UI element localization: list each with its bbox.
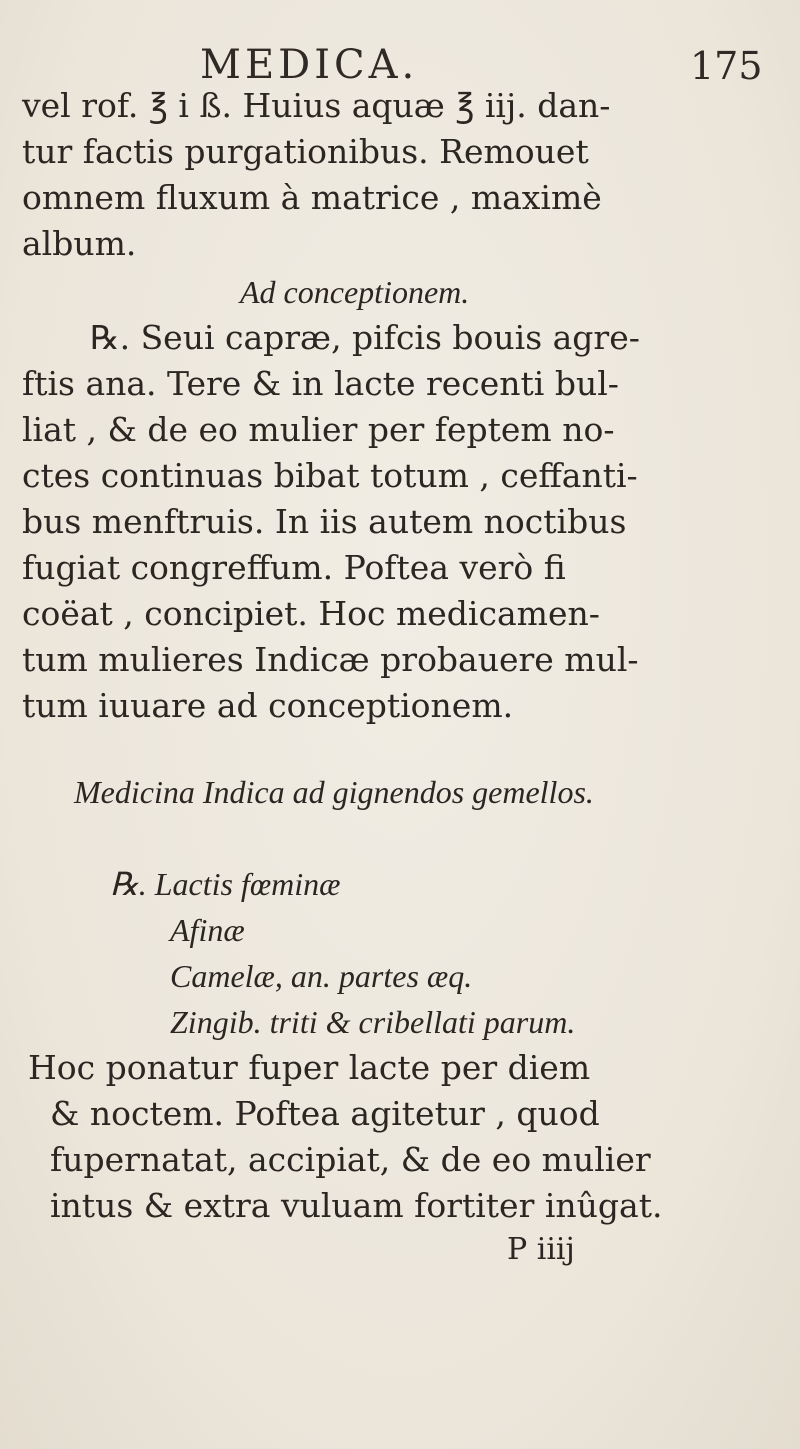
- text-line: tur factis purgationibus. Remouet: [22, 132, 589, 171]
- text-line: Hoc ponatur fuper lacte per diem: [28, 1048, 591, 1087]
- text-line: intus & extra vuluam fortiter inûgat.: [50, 1186, 663, 1225]
- text-line: fupernatat, accipiat, & de eo mulier: [50, 1140, 651, 1179]
- text-line: tum mulieres Indicæ probauere mul-: [22, 640, 639, 679]
- text-line: coëat , concipiet. Hoc medicamen-: [22, 594, 600, 633]
- text-line: ftis ana. Tere & in lacte recenti bul-: [22, 364, 619, 403]
- running-head: MEDICA.: [200, 42, 419, 88]
- text-line: vel rof. ℥ i ß. Huius aquæ ℥ iij. dan-: [22, 86, 611, 125]
- text-line: ctes continuas bibat totum , ceffanti-: [22, 456, 638, 495]
- recipe-line: Camelæ, an. partes æq.: [170, 958, 473, 994]
- text-line: & noctem. Poftea agitetur , quod: [50, 1094, 600, 1133]
- section-heading: Ad conceptionem.: [240, 274, 470, 310]
- text-line: liat , & de eo mulier per feptem no-: [22, 410, 615, 449]
- text-line: omnem fluxum à matrice , maximè: [22, 178, 602, 217]
- recipe-line: Afinæ: [170, 912, 245, 948]
- recipe-line: Zingib. triti & cribellati parum.: [170, 1004, 576, 1040]
- recipe-line: ℞. Lactis fœminæ: [110, 866, 341, 902]
- text-line: fugiat congreffum. Poftea verò fi: [22, 548, 566, 587]
- text-line: tum iuuare ad conceptionem.: [22, 686, 514, 725]
- section-heading: Medicina Indica ad gignendos gemellos.: [74, 774, 594, 810]
- text-line: album.: [22, 224, 137, 263]
- signature-mark: P iiij: [507, 1232, 575, 1267]
- text-line: ℞. Seui capræ, pifcis bouis agre-: [90, 318, 640, 357]
- text-line: bus menftruis. In iis autem noctibus: [22, 502, 627, 541]
- page-number: 175: [690, 44, 763, 88]
- page-header: [0, 38, 800, 88]
